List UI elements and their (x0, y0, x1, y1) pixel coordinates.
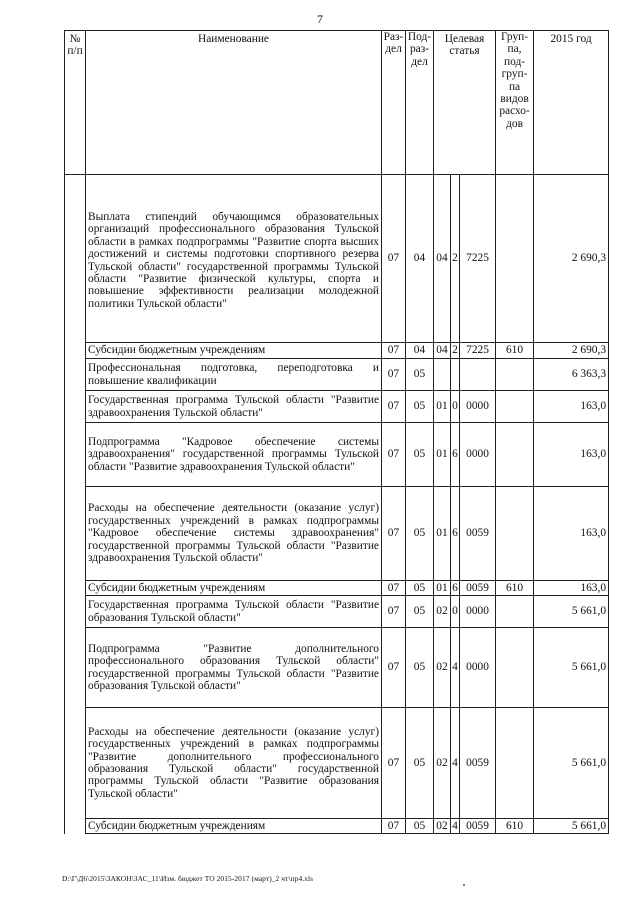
table-row (65, 343, 609, 359)
row-name: Субсидии бюджетным учреждениям (86, 819, 382, 834)
row-number-cell (65, 628, 86, 708)
row-target-subprogram: 4 (452, 819, 458, 832)
row-amount-2015: 5 661,0 (534, 819, 609, 834)
row-podrazdel: 05 (406, 359, 434, 391)
row-podrazdel: 05 (406, 423, 434, 487)
row-number-cell (65, 175, 86, 343)
row-target-subprogram: 2 (451, 175, 460, 343)
row-expense-group: 610 (496, 819, 534, 834)
header-num: № п/п (65, 31, 86, 175)
row-target-direction: 0059 (460, 487, 496, 581)
table-row (65, 628, 609, 708)
row-podrazdel: 05 (406, 628, 434, 708)
row-name: Государственная программа Тульской области "Развитие образования Тульской области" (86, 596, 382, 628)
row-target-program: 04 (434, 175, 451, 343)
row-expense-group (496, 423, 534, 487)
row-amount-2015: 5 661,0 (534, 628, 609, 708)
header-podrazdel: Под- раз- дел (406, 31, 434, 175)
row-expense-group (496, 175, 534, 343)
row-target-program: 01 (434, 423, 451, 487)
row-name: Государственная программа Тульской области "Развитие здравоохранения Тульской области" (86, 391, 382, 423)
row-number-cell (65, 581, 86, 596)
row-target-program (434, 359, 451, 391)
row-amount-2015: 163,0 (534, 423, 609, 487)
budget-table (64, 30, 609, 834)
row-razdel: 07 (382, 487, 406, 581)
header-expense-group: Груп- па, под- груп- па видов расхо- дов (496, 31, 534, 175)
table-row (65, 423, 609, 487)
row-target-direction: 0000 (460, 628, 496, 708)
row-target-subprogram: 6 (451, 423, 460, 487)
row-target-subprogram (451, 359, 460, 391)
row-name: Расходы на обеспечение деятельности (оказание услуг) государственных учреждений в рамках подпрограммы "Развитие дополнительного профессионального образования Тульской области" государственной программы Тульской области "Развитие образования Тульской области" (86, 708, 382, 819)
footer-file-path: D:\Г\Д6\2015\ЗАКОН\ЗАС_11\Изм. бюджет ТО 2015-2017 (март)_2 чт\пр4.xls (62, 874, 314, 883)
row-expense-group (496, 359, 534, 391)
row-name: Расходы на обеспечение деятельности (оказание услуг) государственных учреждений в рамках подпрограммы "Кадровое обеспечение системы здравоохранения" государственной программы Тульской области "Развитие здравоохранения Тульской области" (86, 487, 382, 581)
row-target-subprogram: 6 (451, 487, 460, 581)
table-row (65, 359, 609, 391)
table-row (65, 596, 609, 628)
row-name: Субсидии бюджетным учреждениям (86, 343, 382, 359)
header-target-article: Целевая статья (434, 31, 496, 175)
row-name: Выплата стипендий обучающимся образовательных организаций профессионального образования Тульской области в рамках подпрограммы "Развитие спорта высших достижений и системы подготовки спортивного резерва Тульской области" государственной программы Тульской области "Развитие физической культуры, спорта и повышение эффективности реализации молодежной политики Тульской области" (86, 175, 382, 343)
row-number-cell (65, 343, 86, 359)
row-amount-2015: 2 690,3 (534, 343, 609, 359)
row-amount-2015: 5 661,0 (534, 708, 609, 819)
row-expense-group: 610 (496, 581, 534, 596)
row-target-program: 02 (434, 596, 451, 628)
table-row (65, 487, 609, 581)
row-target-direction: 0000 (460, 391, 496, 423)
row-razdel: 07 (382, 175, 406, 343)
row-target-subprogram: 6 (452, 581, 458, 594)
row-razdel: 07 (382, 359, 406, 391)
header-year: 2015 год (534, 31, 609, 175)
row-name: Субсидии бюджетным учреждениям (86, 581, 382, 596)
row-number-cell (65, 708, 86, 819)
row-target-program: 02 (434, 819, 451, 834)
row-name: Подпрограмма "Кадровое обеспечение системы здравоохранения" государственной программы Тульской области "Развитие здравоохранения Тульской области" (86, 423, 382, 487)
row-target-subprogram: 4 (451, 708, 460, 819)
table-row (65, 708, 609, 819)
row-expense-group (496, 708, 534, 819)
row-target-subprogram: 0 (451, 596, 460, 628)
row-number-cell (65, 819, 86, 834)
row-target-program: 02 (434, 628, 451, 708)
row-target-subprogram: 0 (451, 391, 460, 423)
row-podrazdel: 04 (406, 175, 434, 343)
row-expense-group (496, 628, 534, 708)
row-razdel: 07 (382, 628, 406, 708)
row-name: Профессиональная подготовка, переподготовка и повышение квалификации (86, 359, 382, 391)
row-number-cell (65, 359, 86, 391)
row-target-direction: 0059 (460, 819, 496, 834)
table-row (65, 581, 609, 596)
row-podrazdel: 05 (406, 596, 434, 628)
table-row (65, 391, 609, 423)
row-target-direction: 0059 (460, 581, 496, 596)
row-target-direction (460, 359, 496, 391)
row-target-direction: 0000 (460, 423, 496, 487)
row-target-direction: 0059 (460, 708, 496, 819)
row-target-direction: 7225 (460, 343, 496, 359)
row-amount-2015: 5 661,0 (534, 596, 609, 628)
table-row (65, 175, 609, 343)
row-podrazdel: 05 (406, 391, 434, 423)
page-number: 7 (317, 12, 323, 26)
row-target-program: 02 (434, 708, 451, 819)
row-razdel: 07 (382, 391, 406, 423)
row-number-cell (65, 596, 86, 628)
row-name: Подпрограмма "Развитие дополнительного профессионального образования Тульской области" государственной программы Тульской области "Развитие образования Тульской области" (86, 628, 382, 708)
header-name: Наименование (86, 31, 382, 175)
table-row (65, 819, 609, 834)
row-target-subprogram: 4 (451, 628, 460, 708)
row-target-program: 01 (434, 391, 451, 423)
row-target-subprogram: 2 (451, 343, 460, 359)
row-amount-2015: 2 690,3 (534, 175, 609, 343)
row-amount-2015: 6 363,3 (534, 359, 609, 391)
header-row (65, 31, 609, 175)
row-target-program: 01 (434, 581, 451, 596)
row-number-cell (65, 423, 86, 487)
header-razdel: Раз- дел (382, 31, 406, 175)
row-amount-2015: 163,0 (534, 487, 609, 581)
row-razdel: 07 (382, 581, 406, 596)
row-podrazdel: 05 (406, 819, 434, 834)
row-target-direction: 7225 (460, 175, 496, 343)
row-razdel: 07 (382, 343, 406, 359)
scan-mark (463, 884, 465, 886)
row-expense-group (496, 596, 534, 628)
row-razdel: 07 (382, 819, 406, 834)
row-razdel: 07 (382, 423, 406, 487)
row-target-direction: 0000 (460, 596, 496, 628)
row-target-program: 04 (434, 343, 451, 359)
row-podrazdel: 04 (406, 343, 434, 359)
row-podrazdel: 05 (406, 708, 434, 819)
row-amount-2015: 163,0 (534, 391, 609, 423)
row-amount-2015: 163,0 (534, 581, 609, 596)
row-number-cell (65, 391, 86, 423)
table-body (65, 175, 609, 834)
row-razdel: 07 (382, 708, 406, 819)
row-razdel: 07 (382, 596, 406, 628)
row-podrazdel: 05 (406, 487, 434, 581)
row-expense-group: 610 (496, 343, 534, 359)
row-target-program: 01 (434, 487, 451, 581)
row-expense-group (496, 391, 534, 423)
row-expense-group (496, 487, 534, 581)
row-podrazdel: 05 (406, 581, 434, 596)
row-number-cell (65, 487, 86, 581)
